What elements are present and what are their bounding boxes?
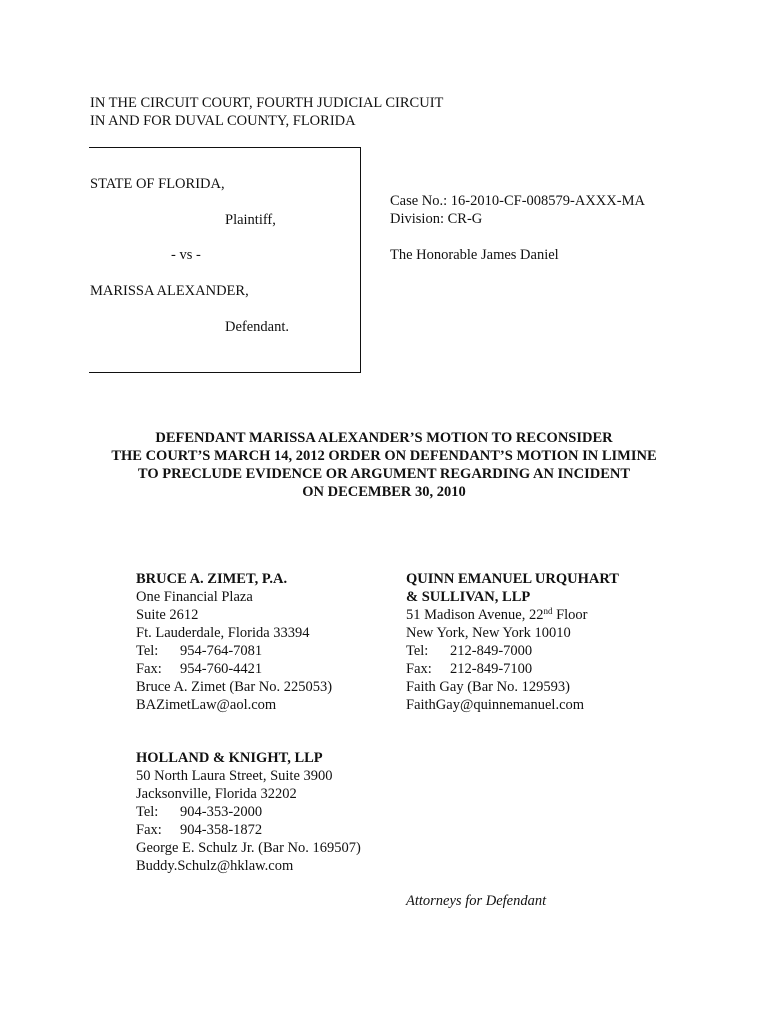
firm-name-line-2: & SULLIVAN, LLP <box>406 589 531 605</box>
address-line: 50 North Laura Street, Suite 3900 <box>136 768 333 784</box>
tel-label: Tel: <box>406 643 429 659</box>
firm-name: HOLLAND & KNIGHT, LLP <box>136 750 323 766</box>
defendant-role: Defendant. <box>225 319 290 335</box>
court-line-2: IN AND FOR DUVAL COUNTY, FLORIDA <box>90 113 356 129</box>
fax-line <box>406 660 619 678</box>
attorneys-for-defendant: Attorneys for Defendant <box>406 893 547 909</box>
tel-line <box>136 803 361 821</box>
address-line: One Financial Plaza <box>136 589 253 605</box>
title-line-1: DEFENDANT MARISSA ALEXANDER’S MOTION TO RECONSIDER <box>155 430 613 446</box>
fax-number: 212-849-7100 <box>450 661 533 677</box>
case-number: Case No.: 16-2010-CF-008579-AXXX-MA <box>390 193 645 209</box>
defendant-name: MARISSA ALEXANDER, <box>90 283 249 299</box>
fax-line <box>136 660 332 678</box>
tel-label: Tel: <box>136 804 159 820</box>
versus-text: - vs - <box>171 247 201 263</box>
plaintiff-name: STATE OF FLORIDA, <box>90 176 225 192</box>
attorney-name: Faith Gay (Bar No. 129593) <box>406 679 570 695</box>
email: FaithGay@quinnemanuel.com <box>406 697 585 713</box>
address-line: 51 Madison Avenue, 22nd Floor <box>406 606 588 623</box>
division: Division: CR-G <box>390 211 483 227</box>
court-header <box>90 94 443 130</box>
title-line-2: THE COURT’S MARCH 14, 2012 ORDER ON DEFENDANT’S MOTION IN LIMINE <box>111 448 657 464</box>
court-line-1: IN THE CIRCUIT COURT, FOURTH JUDICIAL CIRCUIT <box>90 95 444 111</box>
title-line-4: ON DECEMBER 30, 2010 <box>302 484 466 500</box>
fax-line <box>136 821 361 839</box>
counsel-block-quinn <box>406 570 619 714</box>
fax-label: Fax: <box>136 822 162 838</box>
tel-line <box>136 642 332 660</box>
tel-number: 212-849-7000 <box>450 643 533 659</box>
judge-name: The Honorable James Daniel <box>390 247 559 263</box>
counsel-block-holland <box>136 749 361 875</box>
firm-name-line-1: QUINN EMANUEL URQUHART <box>406 571 619 587</box>
fax-label: Fax: <box>136 661 162 677</box>
case-caption-box <box>89 147 361 373</box>
firm-name: BRUCE A. ZIMET, P.A. <box>136 571 288 587</box>
motion-title <box>0 429 768 501</box>
counsel-block-zimet <box>136 570 332 714</box>
email: BAZimetLaw@aol.com <box>136 697 277 713</box>
attorney-name: Bruce A. Zimet (Bar No. 225053) <box>136 679 333 695</box>
fax-label: Fax: <box>406 661 432 677</box>
city-line: Jacksonville, Florida 32202 <box>136 786 297 802</box>
case-info <box>390 192 645 264</box>
tel-line <box>406 642 619 660</box>
email: Buddy.Schulz@hklaw.com <box>136 858 294 874</box>
city-line: Ft. Lauderdale, Florida 33394 <box>136 625 310 641</box>
tel-number: 904-353-2000 <box>180 804 263 820</box>
fax-number: 954-760-4421 <box>180 661 263 677</box>
tel-label: Tel: <box>136 643 159 659</box>
tel-number: 954-764-7081 <box>180 643 263 659</box>
title-line-3: TO PRECLUDE EVIDENCE OR ARGUMENT REGARDING AN INCIDENT <box>137 466 631 482</box>
plaintiff-role: Plaintiff, <box>225 212 276 228</box>
attorney-name: George E. Schulz Jr. (Bar No. 169507) <box>136 840 361 856</box>
address-line: Suite 2612 <box>136 607 199 623</box>
fax-number: 904-358-1872 <box>180 822 263 838</box>
city-line: New York, New York 10010 <box>406 625 571 641</box>
